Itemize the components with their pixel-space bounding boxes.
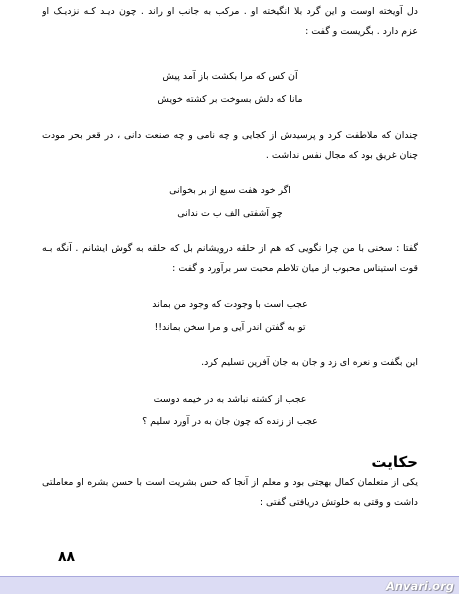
verse-1-line-1: آن کس که مرا بکشت باز آمد پیش	[162, 71, 298, 82]
paragraph-2-line-1: چندان که ملاطفت کرد و پرسیدش از کجایی و چه نامی و چه صنعت دانی ، در قعر بحر مودت	[42, 130, 418, 141]
paragraph-5-line-2: داشت و وقتی به خلوتش دریافتی گفتی :	[259, 497, 418, 508]
section-heading: حکایت	[371, 453, 418, 471]
verse-3-line-2: تو به گفتن اندر آیی و مرا سخن بماند!!	[154, 322, 306, 333]
paragraph-4-line-1: این بگفت و نعره ای زد و جان به جان آفرین تسلیم کرد.	[201, 357, 418, 368]
watermark-logo: Anvari.org	[385, 579, 454, 593]
verse-3-line-1: عجب است با وجودت که وجود من بماند	[152, 299, 308, 310]
paragraph-1-line-1: دل آویخته اوست و این گرد بلا انگیخته او . مرکب به جانب او راند . چون دیـد کـه نزدیـک او	[42, 6, 418, 17]
verse-4-line-1: عجب از کشته نباشد به در خیمه دوست	[153, 394, 307, 405]
paragraph-2-line-2: چنان غریق بود که مجال نفس نداشت .	[265, 150, 418, 161]
verse-1-line-2: مانا که دلش بسوخت بر کشته خویش	[157, 94, 303, 105]
page-number: ۸۸	[58, 549, 76, 565]
footer-bar	[0, 576, 459, 594]
paragraph-3-line-2: قوت استیناس محبوب از میان تلاطم محبت سر برآورد و گفت :	[172, 263, 418, 274]
verse-4-line-2: عجب از زنده که چون جان به در آورد سلیم ؟	[142, 416, 318, 427]
paragraph-1-line-2: عزم دارد . بگریست و گفت :	[305, 26, 418, 37]
verse-2-line-2: چو آشفتی الف ب ت ندانی	[177, 208, 283, 219]
paragraph-5-line-1: یکی از متعلمان کمال بهجتی بود و معلم از آنجا که حس بشریت است با حسن بشره او معاملتی	[42, 477, 418, 488]
verse-2-line-1: اگر خود هفت سبع از بر بخوانی	[169, 185, 291, 196]
paragraph-3-line-1: گفتا : سخنی با من چرا نگویی که هم از حلقه درویشانم بل که حلقه به گوش ایشانم . آنگه بـه	[42, 243, 418, 254]
